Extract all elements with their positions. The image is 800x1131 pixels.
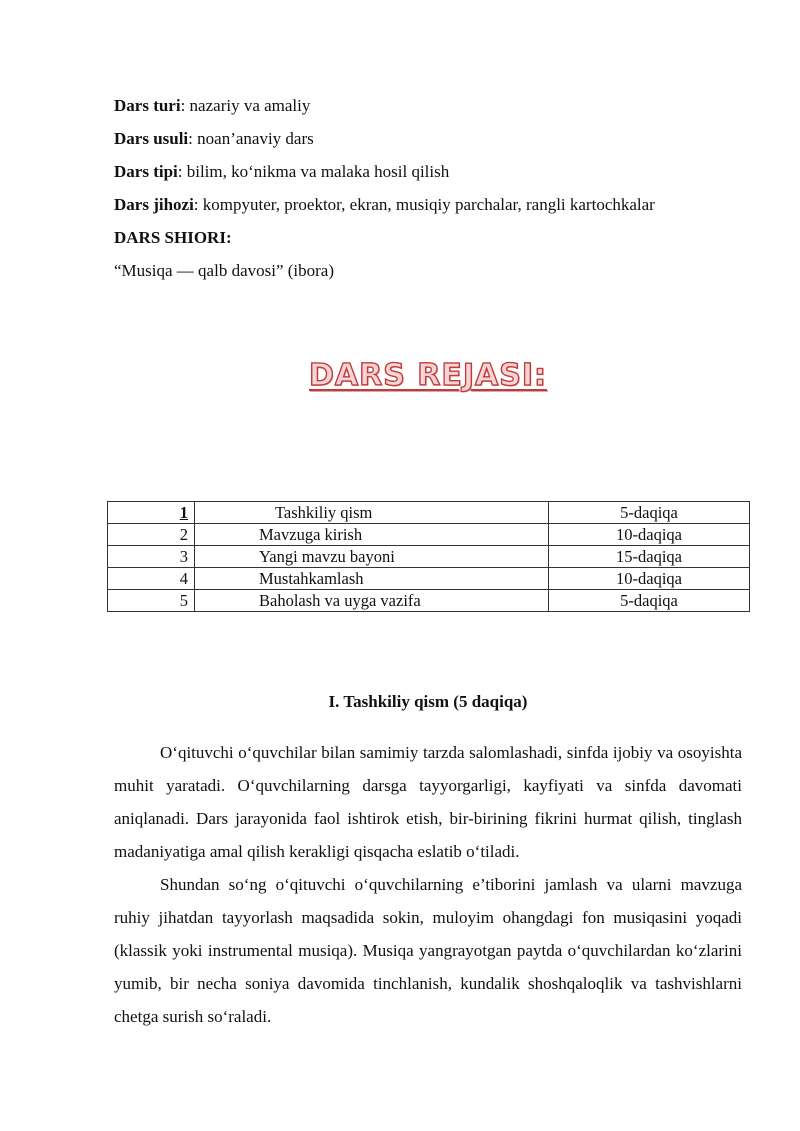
lesson-kind-line (114, 160, 754, 193)
row-stage: Tashkiliy qism (195, 502, 549, 524)
lesson-kind-label: Dars tipi (114, 162, 178, 181)
row-stage: Yangi mavzu bayoni (195, 546, 549, 568)
table-row (108, 524, 750, 546)
lesson-type-value: : nazariy va amaliy (180, 96, 311, 115)
row-number: 2 (108, 524, 195, 546)
lesson-kind-value: : bilim, ko‘nikma va malaka hosil qilish (177, 162, 450, 181)
lesson-meta (114, 94, 754, 292)
row-duration: 15-daqiqa (549, 546, 750, 568)
lesson-method-label: Dars usuli (114, 129, 189, 148)
lesson-motto-label-line (114, 226, 754, 259)
row-number: 5 (108, 590, 195, 612)
lesson-motto-label: DARS SHIORI: (114, 228, 232, 247)
table-row (108, 546, 750, 568)
row-stage: Baholash va uyga vazifa (195, 590, 549, 612)
lesson-equipment-label: Dars jihozi (114, 195, 194, 214)
section-body (114, 736, 742, 1033)
lesson-equipment-line (114, 193, 754, 226)
row-number: 1 (108, 502, 195, 524)
paragraph: Shundan so‘ng o‘qituvchi o‘quvchilarning e’tiborini jamlash va ularni mavzuga ruhiy jihatdan tayyorlash maqsadida sokin, muloyim ohangdagi fon musiqasini yoqadi (klassik yoki instrumental musiqa). Musiqa yangrayotgan paytda o‘quvchilardan ko‘zlarini yumib, bir necha soniya davomida tinchlanish, kundalik shoshqaloqlik va tashvishlarni chetga surish so‘raladi. (114, 875, 742, 1026)
lesson-plan-table (107, 501, 750, 612)
lesson-type-label: Dars turi (114, 96, 181, 115)
lesson-type-line (114, 94, 754, 127)
table-row (108, 568, 750, 590)
row-duration: 10-daqiqa (549, 524, 750, 546)
paragraph: O‘qituvchi o‘quvchilar bilan samimiy tarzda salomlashadi, sinfda ijobiy va osoyishta muhit yaratadi. O‘quvchilarning darsga tayyorgarligi, kayfiyati va sinfda davomati aniqlanadi. Dars jarayonida faol ishtirok etish, bir-birining fikrini hurmat qilish, tinglash madaniyatiga amal qilish kerakligi qisqacha eslatib o‘tiladi. (114, 743, 742, 861)
row-duration: 10-daqiqa (549, 568, 750, 590)
row-stage: Mavzuga kirish (195, 524, 549, 546)
row-number: 4 (108, 568, 195, 590)
lesson-plan-title: DARS REJASI: (308, 358, 547, 393)
section-title: I. Tashkiliy qism (5 daqiqa) (328, 692, 528, 711)
row-duration: 5-daqiqa (549, 502, 750, 524)
row-stage: Mustahkamlash (195, 568, 549, 590)
lesson-equipment-value: : kompyuter, proektor, ekran, musiqiy parchalar, rangli kartochkalar (193, 195, 655, 214)
lesson-motto-value: “Musiqa — qalb davosi” (ibora) (114, 261, 334, 280)
table-row (108, 590, 750, 612)
table-row (108, 502, 750, 524)
lesson-method-value: : noan’anaviy dars (188, 129, 314, 148)
lesson-method-line (114, 127, 754, 160)
row-duration: 5-daqiqa (549, 590, 750, 612)
row-number: 3 (108, 546, 195, 568)
